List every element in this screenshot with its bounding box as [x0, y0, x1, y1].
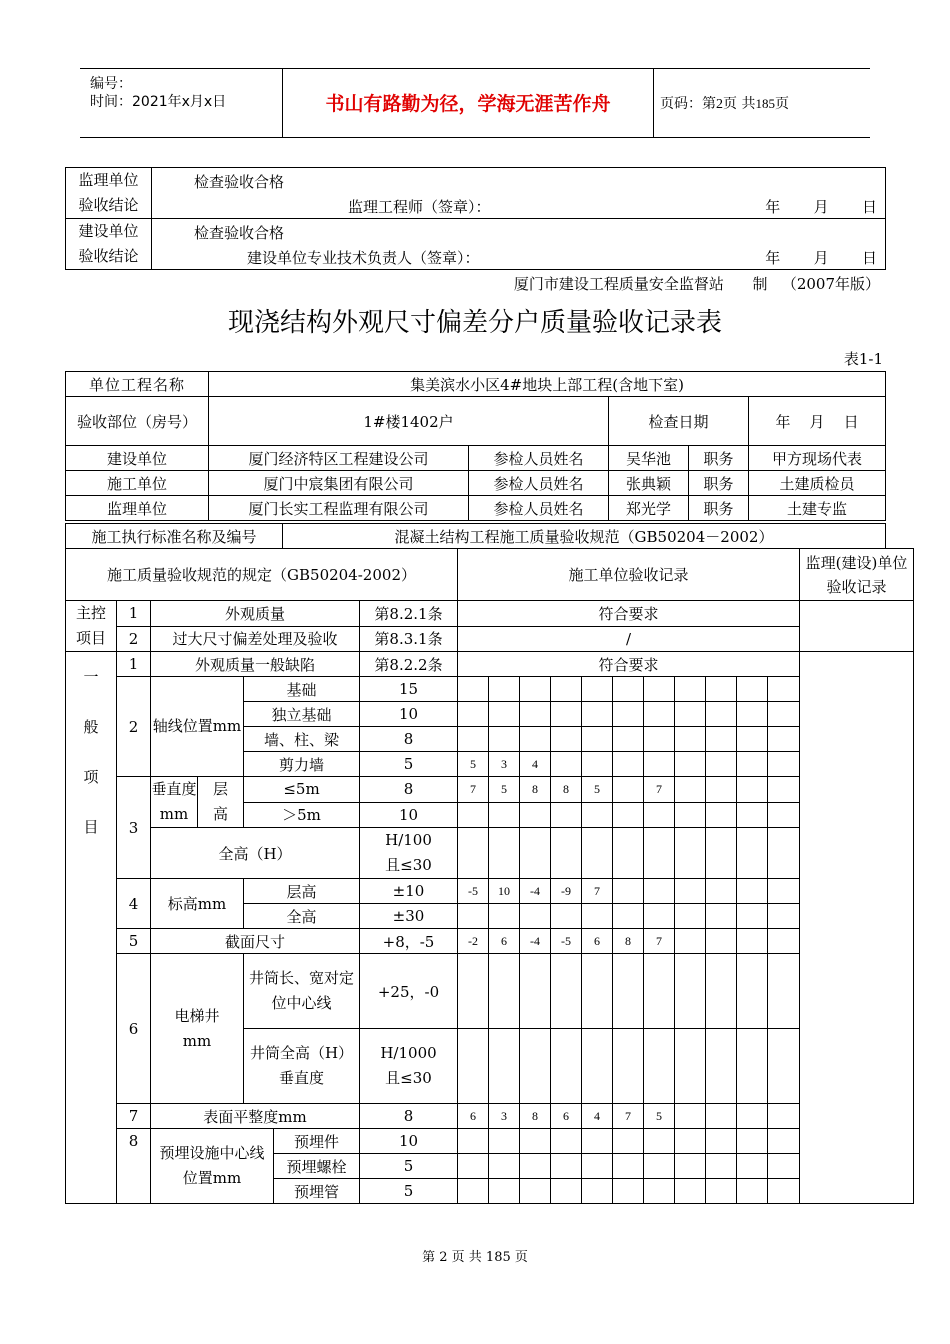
sup-date: 年 月 日 [765, 198, 877, 216]
part-value: 1#楼1402户 [209, 397, 609, 446]
date-label: 检查日期 [609, 397, 749, 446]
date-value: 年 月 日 [749, 397, 886, 446]
elevator-label: 电梯井mm [151, 954, 244, 1104]
page-header [80, 68, 870, 138]
main-category: 主控 项目 [66, 601, 117, 652]
footer-org: 厦门市建设工程质量安全监督站 制 （2007年版） [513, 275, 880, 293]
project-label: 单位工程名称 [66, 372, 209, 397]
time-label: 时间：2021年x月x日 [90, 94, 227, 110]
spec-label: 施工质量验收规范的规定（GB50204-2002） [66, 549, 458, 601]
sup-pass: 检查验收合格 [194, 173, 285, 191]
item-appearance: 外观质量 [151, 601, 360, 627]
full-height-label: 全高（H） [151, 828, 360, 879]
party-row: 建设单位 厦门经济特区工程建设公司 参检人员姓名 吴华池 职务 甲方现场代表 [66, 446, 886, 471]
measure-cell: 4 [520, 752, 551, 777]
conclusion-table [65, 167, 886, 270]
record-label: 施工单位验收记录 [458, 549, 800, 601]
info-table [65, 371, 886, 521]
footer-page: 第 2 页 共 185 页 [422, 1250, 528, 1265]
build-conclusion-cell [152, 219, 886, 270]
section-label: 截面尺寸 [151, 929, 360, 954]
header-meta [80, 69, 282, 137]
part-label: 验收部位（房号） [66, 397, 209, 446]
build-sign: 建设单位专业技术负责人（签章）： [247, 249, 480, 267]
table-number: 表1-1 [843, 350, 883, 368]
build-unit-cell: 建设单位 验收结论 [66, 219, 152, 270]
standard-table [65, 523, 886, 549]
full-height-tol: H/100 且≤30 [360, 828, 458, 879]
page-indicator: 页码：第2页 共185页 [660, 96, 789, 112]
floor-label: 层高 [198, 777, 244, 828]
inspection-table: 施工质量验收规范的规定（GB50204-2002） 施工单位验收记录 监理(建设)单位验收记录 主控 项目 1 外观质量 第8.2.1条 符合要求 2 过大尺寸偏差处理及验收 第8.3.1条 / 一 般 项 目 1 外观质量一般缺陷 第8.2.2条 符合要求 2 轴线位置mm 基础 15 独立基础 10 墙、柱、梁 8 剪力墙 5 5 3 4 3 垂直度mm 层高 ≤5m 8 7 5 8 8 5 7 ＞5m 10 全高（H） H/100 且≤30 4 标高mm 层高 ±10 -5 10 -4 -9 7 全高 ±30 5 截面尺寸 +8，-5 -2 6 -4 -5 6 8 7 6 电梯井mm 井筒长、宽对定位中心线 +25，-0 井筒全高（H）垂直度 H/1000 且≤30 7 表面平整度mm 8 6 3 8 6 4 7 5 8 预埋设施中心线位置mm 预埋件 10 预埋螺栓 5 预埋管 5 [65, 548, 914, 1204]
std-label: 施工执行标准名称及编号 [66, 524, 283, 549]
elevation-label: 标高mm [151, 879, 244, 929]
item-oversize: 过大尺寸偏差处理及验收 [151, 626, 360, 652]
measure-cell: 5 [458, 752, 489, 777]
sup-conclusion-cell [152, 168, 886, 219]
vert-label: 垂直度mm [151, 777, 198, 828]
motto: 书山有路勤为径，学海无涯苦作舟 [282, 69, 654, 137]
sup-record-label: 监理(建设)单位验收记录 [800, 549, 914, 601]
sup-sign: 监理工程师（签章）： [348, 198, 491, 216]
build-pass: 检查验收合格 [194, 224, 285, 242]
elevator-position: 井筒长、宽对定位中心线 [244, 954, 360, 1029]
sup-unit-cell: 监理单位 验收结论 [66, 168, 152, 219]
party-row: 施工单位 厦门中宸集团有限公司 参检人员姓名 张典颖 职务 土建质检员 [66, 471, 886, 496]
measure-cell: 3 [489, 752, 520, 777]
party-row: 监理单位 厦门长实工程监理有限公司 参检人员姓名 郑光学 职务 土建专监 [66, 496, 886, 521]
project-value: 集美滨水小区4#地块上部工程(含地下室) [209, 372, 886, 397]
axis-label: 轴线位置mm [151, 677, 244, 777]
elevator-full-height: 井筒全高（H）垂直度 [244, 1029, 360, 1104]
page-title: 现浇结构外观尺寸偏差分户质量验收记录表 [227, 308, 722, 338]
general-category: 一 般 项 目 [66, 652, 117, 1204]
flatness-label: 表面平整度mm [151, 1104, 360, 1129]
number-label: 编号： [90, 76, 132, 92]
std-value: 混凝土结构工程施工质量验收规范（GB50204－2002） [283, 524, 886, 549]
build-date: 年 月 日 [765, 249, 877, 267]
embed-label: 预埋设施中心线位置mm [151, 1129, 274, 1204]
